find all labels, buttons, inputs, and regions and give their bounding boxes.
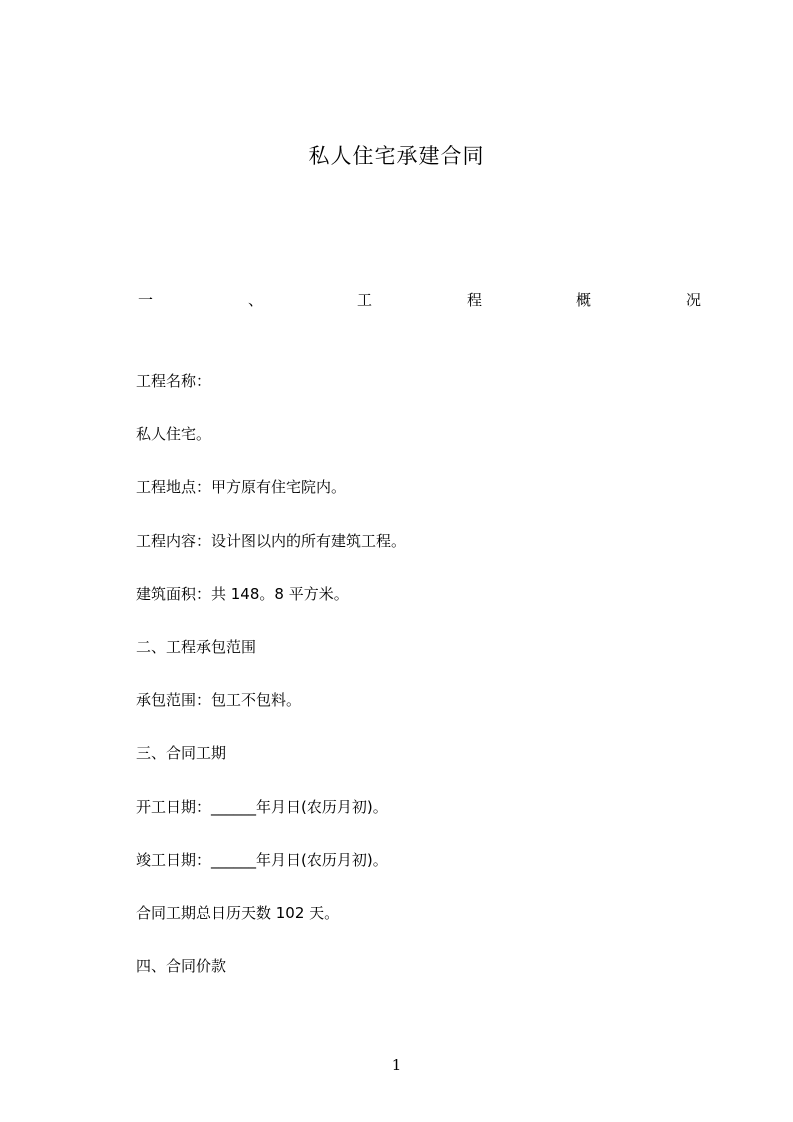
heading-char: 一: [138, 291, 154, 309]
heading-char: 、: [248, 291, 264, 309]
section-heading-project-overview: [0, 288, 793, 312]
paragraph-project-content: 工程内容：设计图以内的所有建筑工程。: [136, 532, 407, 550]
heading-char: 概: [576, 291, 592, 309]
heading-char: 程: [467, 291, 483, 309]
paragraph-total-days: 合同工期总日历天数 102 天。: [136, 904, 340, 922]
paragraph-start-date: 开工日期：______年月日(农历月初)。: [136, 798, 388, 816]
paragraph-project-location: 工程地点：甲方原有住宅院内。: [136, 478, 347, 496]
document-title: 私人住宅承建合同: [308, 144, 485, 168]
paragraph-completion-date: 竣工日期：______年月日(农历月初)。: [136, 851, 388, 869]
section-heading-period: 三、合同工期: [136, 744, 227, 762]
heading-char: 况: [686, 291, 702, 309]
page-number: 1: [391, 1056, 402, 1074]
heading-char: 工: [357, 291, 373, 309]
paragraph-building-area: 建筑面积：共 148。8 平方米。: [136, 585, 349, 603]
paragraph-scope: 承包范围：包工不包料。: [136, 691, 302, 709]
section-heading-scope: 二、工程承包范围: [136, 638, 257, 656]
paragraph-project-name: 私人住宅。: [136, 425, 212, 443]
section-heading-price: 四、合同价款: [136, 957, 227, 975]
paragraph-project-name-label: 工程名称：: [136, 372, 212, 390]
